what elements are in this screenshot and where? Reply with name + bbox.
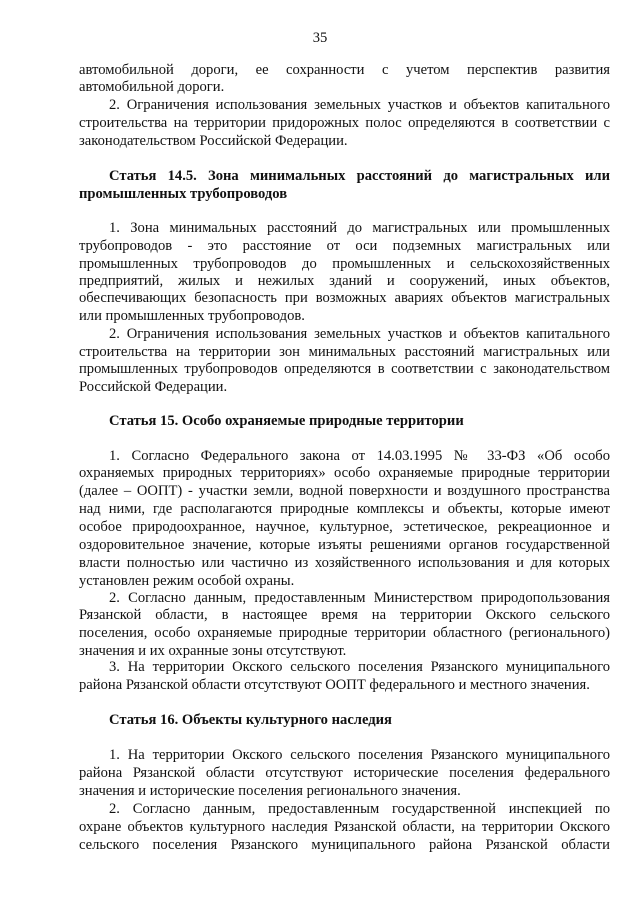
paragraph-line: Российской Федерации.	[79, 379, 228, 395]
paragraph-line: 2. Согласно данным, предоставленным государственной инспекцией по	[109, 801, 610, 817]
paragraph-line: оздоровительное значение, которые изъяты решениями органов государственной	[79, 537, 610, 553]
paragraph-line: власти полностью или частично из хозяйственного использования и для которых	[79, 555, 610, 571]
paragraph-line: района Рязанской области отсутствуют ООПТ федерального и местного значения.	[79, 677, 590, 693]
article-heading-line: Статья 15. Особо охраняемые природные территории	[109, 413, 464, 429]
article-heading-line: Статья 16. Объекты культурного наследия	[109, 712, 392, 728]
paragraph-line: района Рязанской области отсутствуют исторические поселения федерального	[79, 765, 610, 781]
paragraph-line: законодательством Российской Федерации.	[79, 133, 348, 149]
paragraph-line: строительства на территории зон минимальных расстояний магистральных или	[79, 344, 610, 360]
paragraph-line: строительства на территории придорожных полос определяются в соответствии с	[79, 115, 610, 131]
paragraph-line: или промышленных трубопроводов.	[79, 308, 305, 324]
paragraph-line: трубопроводов - это расстояние от оси подземных магистральных или	[79, 238, 610, 254]
paragraph-line: 1. Согласно Федерального закона от 14.03.1995 № 33-ФЗ «Об особо	[109, 448, 610, 464]
paragraph-line: 2. Согласно данным, предоставленным Министерством природопользования	[109, 590, 610, 606]
paragraph-line: 1. Зона минимальных расстояний до магистральных или промышленных	[109, 220, 610, 236]
paragraph-line: особое природоохранное, научное, культурное, эстетическое, рекреационное и	[79, 519, 610, 535]
paragraph-line: 1. На территории Окского сельского поселения Рязанского муниципального	[109, 747, 610, 763]
paragraph-line: Рязанской области, в настоящее время на территории Окского сельского	[79, 607, 610, 623]
paragraph-line: сельского поселения Рязанского муниципального района Рязанской области	[79, 837, 610, 853]
paragraph-line: охраняемых природных территориях» особо охраняемые природные территории	[79, 465, 610, 481]
paragraph-line: обеспечивающих безопасность при возможных авариях объектов магистральных	[79, 290, 610, 306]
paragraph-line: поселения, особо охраняемые природные территории областного (регионального)	[79, 625, 610, 641]
paragraph-line: (далее – ООПТ) - участки земли, водной поверхности и воздушного пространства	[79, 483, 610, 499]
paragraph-line: охране объектов культурного наследия Рязанской области, на территории Окского	[79, 819, 610, 835]
article-heading-line: промышленных трубопроводов	[79, 186, 288, 202]
paragraph-line: установлен режим особой охраны.	[79, 573, 295, 589]
page-number: 35	[312, 30, 328, 46]
paragraph-line: значения и исторические поселения регионального значения.	[79, 783, 461, 799]
paragraph-line: промышленных трубопроводов определяются в соответствии с законодательством	[79, 361, 610, 377]
paragraph-line: 3. На территории Окского сельского поселения Рязанского муниципального	[109, 659, 610, 675]
paragraph-line: промышленных трубопроводов до промышленных и сельскохозяйственных	[79, 256, 610, 272]
paragraph-line: над ними, где располагаются природные комплексы и объекты, которые имеют	[79, 501, 610, 517]
paragraph-line: предприятий, жилых и нежилых зданий и сооружений, иных объектов,	[79, 273, 610, 289]
paragraph-line: 2. Ограничения использования земельных участков и объектов капитального	[109, 97, 610, 113]
paragraph-line: автомобильной дороги, ее сохранности с учетом перспектив развития	[79, 62, 610, 78]
article-heading-line: Статья 14.5. Зона минимальных расстояний до магистральных или	[109, 168, 610, 184]
paragraph-line: автомобильной дороги.	[79, 79, 225, 95]
paragraph-line: 2. Ограничения использования земельных участков и объектов капитального	[109, 326, 610, 342]
paragraph-line: значения и их охранные зоны отсутствуют.	[79, 643, 347, 659]
